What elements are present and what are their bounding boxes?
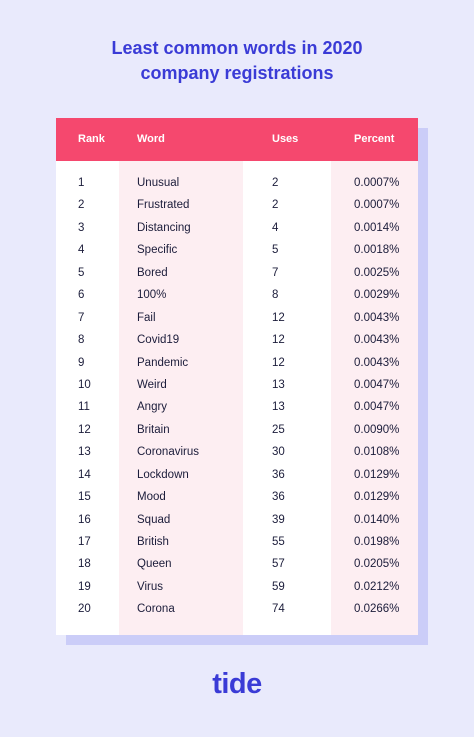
cell-percent: 0.0108% — [354, 446, 400, 459]
cell-rank: 13 — [78, 446, 91, 459]
cell-word: Squad — [137, 513, 171, 526]
cell-word: Unusual — [137, 177, 180, 189]
cell-percent: 0.0043% — [354, 356, 400, 369]
cell-percent: 0.0025% — [354, 266, 400, 279]
cell-rank: 5 — [78, 266, 85, 279]
cell-word: 100% — [137, 289, 167, 302]
cell-rank: 10 — [78, 378, 91, 391]
table-row — [56, 576, 418, 598]
cell-percent: 0.0198% — [354, 536, 400, 548]
cell-uses: 55 — [272, 536, 285, 548]
cell-percent: 0.0129% — [354, 468, 400, 481]
cell-rank: 20 — [78, 603, 91, 616]
cell-word: Britain — [137, 423, 170, 436]
cell-word: Fail — [137, 311, 156, 324]
cell-word: Mood — [137, 491, 166, 504]
cell-rank: 3 — [78, 221, 85, 234]
cell-uses: 12 — [272, 356, 285, 369]
words-table — [56, 118, 418, 635]
cell-percent: 0.0212% — [354, 580, 400, 593]
table-row — [56, 307, 418, 329]
cell-uses: 13 — [272, 401, 285, 414]
table-row — [56, 217, 418, 239]
cell-percent: 0.0047% — [354, 401, 400, 414]
cell-rank: 12 — [78, 423, 91, 436]
cell-uses: 5 — [272, 244, 279, 257]
table-row — [56, 531, 418, 553]
page-title — [0, 36, 474, 86]
cell-rank: 15 — [78, 491, 91, 504]
cell-rank: 16 — [78, 513, 91, 526]
cell-uses: 57 — [272, 558, 285, 571]
cell-word: Lockdown — [137, 468, 189, 481]
header-word: Word — [137, 133, 165, 145]
tide-logo: tide — [212, 668, 262, 700]
table-row — [56, 419, 418, 441]
table-row — [56, 284, 418, 306]
table-row — [56, 329, 418, 351]
cell-percent: 0.0266% — [354, 603, 400, 616]
cell-word: Pandemic — [137, 356, 189, 369]
table-row — [56, 486, 418, 508]
table-row — [56, 172, 418, 194]
cell-percent: 0.0205% — [354, 558, 400, 571]
cell-word: Corona — [137, 603, 175, 616]
table-row — [56, 262, 418, 284]
cell-percent: 0.0047% — [354, 378, 400, 391]
cell-rank: 18 — [78, 558, 91, 571]
cell-uses: 12 — [272, 311, 285, 324]
cell-word: Coronavirus — [137, 446, 199, 459]
table-row — [56, 441, 418, 463]
cell-uses: 2 — [272, 177, 279, 189]
cell-rank: 7 — [78, 311, 85, 324]
cell-percent: 0.0043% — [354, 334, 400, 347]
cell-percent: 0.0007% — [354, 199, 400, 212]
table-header — [56, 118, 418, 161]
cell-rank: 8 — [78, 334, 85, 347]
cell-rank: 1 — [78, 177, 85, 189]
cell-rank: 17 — [78, 536, 91, 548]
cell-word: Specific — [137, 244, 178, 257]
table-row — [56, 464, 418, 486]
cell-percent: 0.0007% — [354, 177, 400, 189]
cell-uses: 25 — [272, 423, 285, 436]
cell-percent: 0.0140% — [354, 513, 400, 526]
cell-percent: 0.0090% — [354, 423, 400, 436]
cell-word: Covid19 — [137, 334, 180, 347]
table-row — [56, 194, 418, 216]
header-uses: Uses — [272, 133, 299, 145]
cell-rank: 4 — [78, 244, 85, 257]
cell-percent: 0.0014% — [354, 221, 400, 234]
cell-uses: 36 — [272, 491, 285, 504]
cell-uses: 2 — [272, 199, 279, 212]
cell-word: Virus — [137, 580, 163, 593]
cell-word: British — [137, 536, 169, 548]
cell-uses: 8 — [272, 289, 279, 302]
cell-uses: 39 — [272, 513, 285, 526]
table-row — [56, 239, 418, 261]
cell-word: Angry — [137, 401, 168, 414]
header-rank: Rank — [78, 133, 105, 145]
table-body — [56, 172, 418, 621]
cell-rank: 19 — [78, 580, 91, 593]
cell-word: Queen — [137, 558, 172, 571]
cell-uses: 74 — [272, 603, 285, 616]
cell-word: Distancing — [137, 221, 191, 234]
header-percent: Percent — [354, 133, 395, 145]
cell-uses: 7 — [272, 266, 279, 279]
cell-uses: 4 — [272, 221, 279, 234]
table-row — [56, 598, 418, 620]
cell-word: Frustrated — [137, 199, 190, 212]
cell-rank: 11 — [78, 401, 90, 414]
cell-uses: 36 — [272, 468, 285, 481]
cell-uses: 59 — [272, 580, 285, 593]
cell-word: Bored — [137, 266, 168, 279]
cell-percent: 0.0018% — [354, 244, 400, 257]
cell-percent: 0.0129% — [354, 491, 400, 504]
cell-uses: 13 — [272, 378, 285, 391]
cell-word: Weird — [137, 378, 167, 391]
title-line-2: company registrations — [140, 63, 334, 83]
table-row — [56, 374, 418, 396]
cell-rank: 6 — [78, 289, 85, 302]
cell-uses: 12 — [272, 334, 285, 347]
title-line-1: Least common words in 2020 — [111, 38, 363, 58]
table-row — [56, 352, 418, 374]
cell-percent: 0.0029% — [354, 289, 400, 302]
table-row — [56, 553, 418, 575]
cell-rank: 14 — [78, 468, 91, 481]
table-row — [56, 509, 418, 531]
table-row — [56, 396, 418, 418]
cell-percent: 0.0043% — [354, 311, 400, 324]
cell-uses: 30 — [272, 446, 285, 459]
cell-rank: 9 — [78, 356, 85, 369]
cell-rank: 2 — [78, 199, 85, 212]
